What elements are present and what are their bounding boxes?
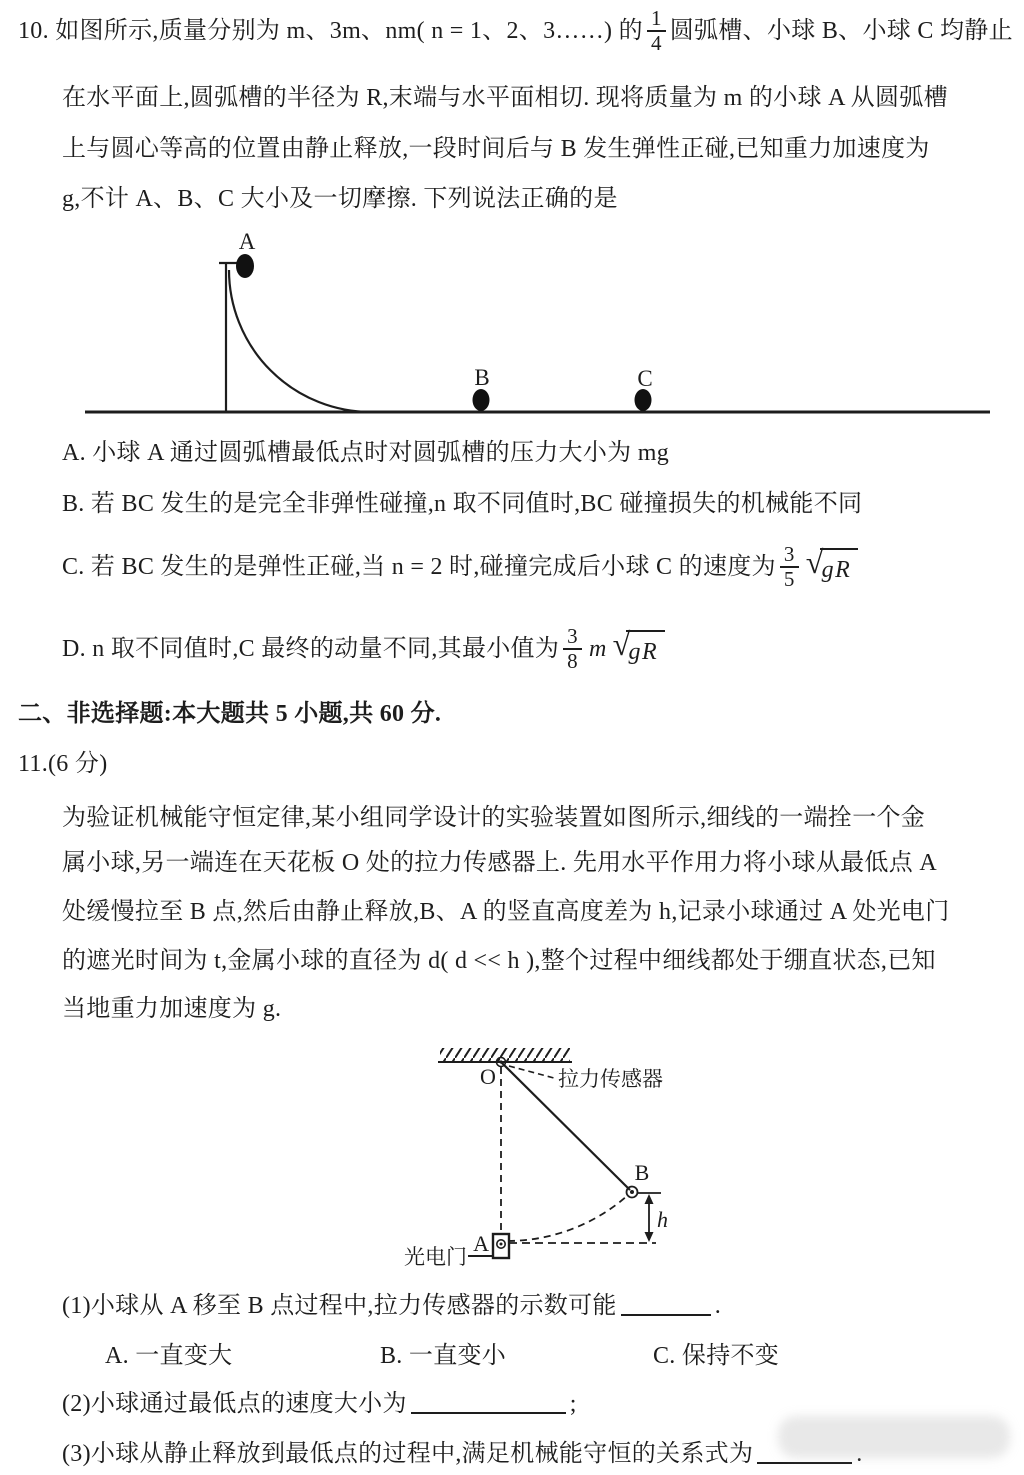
q11-number: 11.(6 分) — [18, 751, 108, 777]
swing-path-arc — [508, 1196, 627, 1241]
ball-b-label: B — [474, 365, 490, 390]
point-a-label: A — [473, 1231, 489, 1256]
q11-figure — [392, 1044, 694, 1274]
q11-sub3 — [62, 1437, 863, 1471]
ball-at-a-dot — [500, 1243, 503, 1246]
q10-stem-line3: 上与圆心等高的位置由静止释放,一段时间后与 B 发生弹性正碰,已知重力加速度为 — [62, 136, 930, 162]
q10-stem-line1-pre: 10. 如图所示,质量分别为 m、3m、nm( n = 1、2、3……) 的 — [18, 18, 643, 44]
q11-sub1-text: (1)小球从 A 移至 B 点过程中,拉力传感器的示数可能 — [62, 1293, 617, 1319]
section2-header: 二、非选择题:本大题共 5 小题,共 60 分. — [18, 701, 442, 727]
q11-stem-line4: 的遮光时间为 t,金属小球的直径为 d( d << h ),整个过程中细线都处于绷直状态,已知 — [62, 948, 936, 974]
ball-b — [473, 389, 490, 411]
q11-sub3-text: (3)小球从静止释放到最低点的过程中,满足机械能守恒的关系式为 — [62, 1441, 754, 1467]
q10-stem-line1-post: 圆弧槽、小球 B、小球 C 均静止 — [669, 18, 1013, 44]
point-b-label: B — [634, 1160, 650, 1185]
ball-c-label: C — [637, 366, 653, 391]
q11-stem-line3: 处缓慢拉至 B 点,然后由静止释放,B、A 的竖直高度差为 h,记录小球通过 A 处光电门 — [62, 899, 950, 925]
q11-sub1-choice-c: C. 保持不变 — [653, 1343, 780, 1369]
photogate-box — [493, 1234, 509, 1258]
h-arrowhead-up — [645, 1194, 654, 1204]
photogate-label: 光电门 — [404, 1245, 467, 1269]
coefficient-m: m — [588, 636, 607, 662]
q10-stem-line4: g,不计 A、B、C 大小及一切摩擦. 下列说法正确的是 — [62, 186, 618, 212]
fraction-three-fifths: $\frac{3}{5}$ — [780, 543, 799, 591]
q11-sub2-suffix: ; — [569, 1391, 577, 1417]
ball-a-label: A — [238, 229, 256, 254]
sqrt-gR: √ gR — [613, 630, 666, 669]
force-sensor-label: 拉力传感器 — [558, 1067, 663, 1091]
q11-sub1 — [62, 1289, 721, 1323]
q10-figure — [82, 228, 994, 420]
q10-option-a: A. 小球 A 通过圆弧槽最低点时对圆弧槽的压力大小为 mg — [62, 440, 670, 466]
point-o-label: O — [480, 1064, 496, 1089]
q10-option-d — [62, 620, 665, 678]
q11-sub2-text: (2)小球通过最低点的速度大小为 — [62, 1391, 407, 1417]
q10-option-c — [62, 538, 858, 596]
q11-sub1-suffix: . — [714, 1293, 722, 1319]
radical-sign: √ — [805, 543, 824, 580]
h-label: h — [657, 1207, 668, 1232]
ball-b-dot — [630, 1190, 634, 1194]
quarter-arc-track — [229, 270, 371, 412]
q10-stem-line1 — [18, 5, 1013, 57]
q10-option-b: B. 若 BC 发生的是完全非弹性碰撞,n 取不同值时,BC 碰撞损失的机械能不同 — [62, 491, 863, 517]
answer-blank-1 — [621, 1314, 711, 1316]
answer-blank-2 — [411, 1412, 566, 1414]
q10-option-d-text: D. n 取不同值时,C 最终的动量不同,其最小值为 — [62, 636, 560, 662]
q11-stem-line2: 属小球,另一端连在天花板 O 处的拉力传感器上. 先用水平作用力将小球从最低点 A — [62, 850, 937, 876]
ball-a — [236, 254, 254, 278]
radical-sign: √ — [612, 625, 631, 662]
fraction-three-eighths: $\frac{3}{8}$ — [563, 625, 582, 673]
q11-stem-line1: 为验证机械能守恒定律,某小组同学设计的实验装置如图所示,细线的一端拴一个金 — [62, 805, 926, 831]
fraction-one-fourth: $\frac{1}{4}$ — [647, 7, 666, 55]
q10-stem-line2: 在水平面上,圆弧槽的半径为 R,末端与水平面相切. 现将质量为 m 的小球 A 从圆弧槽 — [62, 85, 948, 111]
scan-artifact — [778, 1416, 1010, 1458]
q10-option-c-text: C. 若 BC 发生的是弹性正碰,当 n = 2 时,碰撞完成后小球 C 的速度为 — [62, 554, 776, 580]
ball-c — [635, 389, 652, 411]
answer-blank-3 — [757, 1462, 852, 1464]
q11-sub3-suffix: . — [856, 1441, 863, 1467]
h-arrowhead-down — [645, 1232, 654, 1242]
sqrt-gR: √ gR — [806, 548, 859, 587]
q11-sub1-choice-b: B. 一直变小 — [380, 1343, 507, 1369]
q11-stem-line5: 当地重力加速度为 g. — [62, 996, 282, 1022]
q11-sub2 — [62, 1387, 577, 1421]
q11-sub1-choice-a: A. 一直变大 — [105, 1343, 233, 1369]
